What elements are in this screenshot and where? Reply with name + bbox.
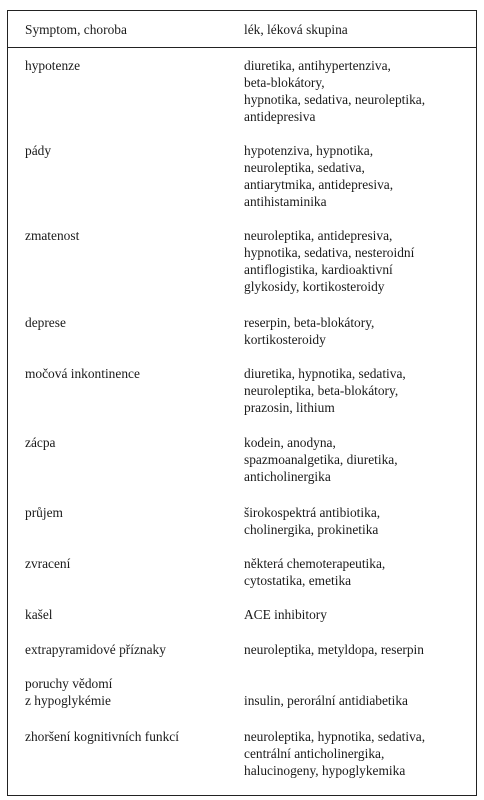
drug-cell-line: diuretika, hypnotika, sedativa,: [244, 366, 406, 381]
drug-cell-line: ACE inhibitory: [244, 607, 327, 622]
drug-cell-line: antiflogistika, kardioaktivní: [244, 262, 393, 277]
drug-cell-line: antihistaminika: [244, 194, 327, 209]
symptom-cell: zácpa: [25, 435, 56, 450]
symptom-cell: hypotenze: [25, 58, 81, 73]
drug-cell-line: antiarytmika, antidepresiva,: [244, 177, 394, 192]
symptom-cell: deprese: [25, 315, 66, 330]
drug-cell-line: neuroleptika, beta-blokátory,: [244, 383, 399, 398]
drug-cell-line: hypnotika, sedativa, neuroleptika,: [244, 92, 426, 107]
drug-cell-line: některá chemoterapeutika,: [244, 556, 386, 571]
drug-cell-line: kortikosteroidy: [244, 332, 326, 347]
drug-cell-line: cytostatika, emetika: [244, 573, 352, 588]
symptom-cell: močová inkontinence: [25, 366, 140, 381]
drug-cell-line: beta-blokátory,: [244, 75, 325, 90]
drug-cell-line: neuroleptika, metyldopa, reserpin: [244, 642, 424, 657]
drug-cell-line: hypnotika, sedativa, nesteroidní: [244, 245, 415, 260]
drug-cell-line: hypotenziva, hypnotika,: [244, 143, 374, 158]
symptom-cell: zvracení: [25, 556, 71, 571]
drug-cell-line: prazosin, lithium: [244, 400, 335, 415]
drug-cell-line: reserpin, beta-blokátory,: [244, 315, 375, 330]
symptom-cell-line: poruchy vědomí: [25, 676, 113, 691]
symptom-cell: zmatenost: [25, 228, 80, 243]
table-header: [8, 11, 476, 48]
symptom-cell: zhoršení kognitivních funkcí: [25, 729, 179, 744]
drug-cell-line: kodein, anodyna,: [244, 435, 336, 450]
drug-cell-line: neuroleptika, sedativa,: [244, 160, 365, 175]
header-drug: lék, léková skupina: [244, 22, 348, 37]
symptom-cell: extrapyramidové příznaky: [25, 642, 166, 657]
symptom-cell: pády: [25, 143, 52, 158]
drug-cell-line: glykosidy, kortikosteroidy: [244, 279, 385, 294]
drug-cell-line: spazmoanalgetika, diuretika,: [244, 452, 398, 467]
drug-cell-line: cholinergika, prokinetika: [244, 522, 379, 537]
symptom-cell: kašel: [25, 607, 53, 622]
drug-cell-line: neuroleptika, hypnotika, sedativa,: [244, 729, 426, 744]
drug-cell-line: neuroleptika, antidepresiva,: [244, 228, 393, 243]
drug-cell-line: širokospektrá antibiotika,: [244, 505, 381, 520]
header-symptom: Symptom, choroba: [25, 22, 127, 37]
symptom-cell: průjem: [25, 505, 63, 520]
drug-side-effects-table: [7, 10, 477, 796]
drug-cell-line: halucinogeny, hypoglykemika: [244, 763, 406, 778]
drug-cell-line: anticholinergika: [244, 469, 331, 484]
drug-cell-line: insulin, perorální antidiabetika: [244, 693, 408, 708]
drug-cell-line: diuretika, antihypertenziva,: [244, 58, 391, 73]
symptom-cell-line: z hypoglykémie: [25, 693, 111, 708]
drug-cell-line: centrální anticholinergika,: [244, 746, 385, 761]
drug-cell-line: antidepresiva: [244, 109, 316, 124]
